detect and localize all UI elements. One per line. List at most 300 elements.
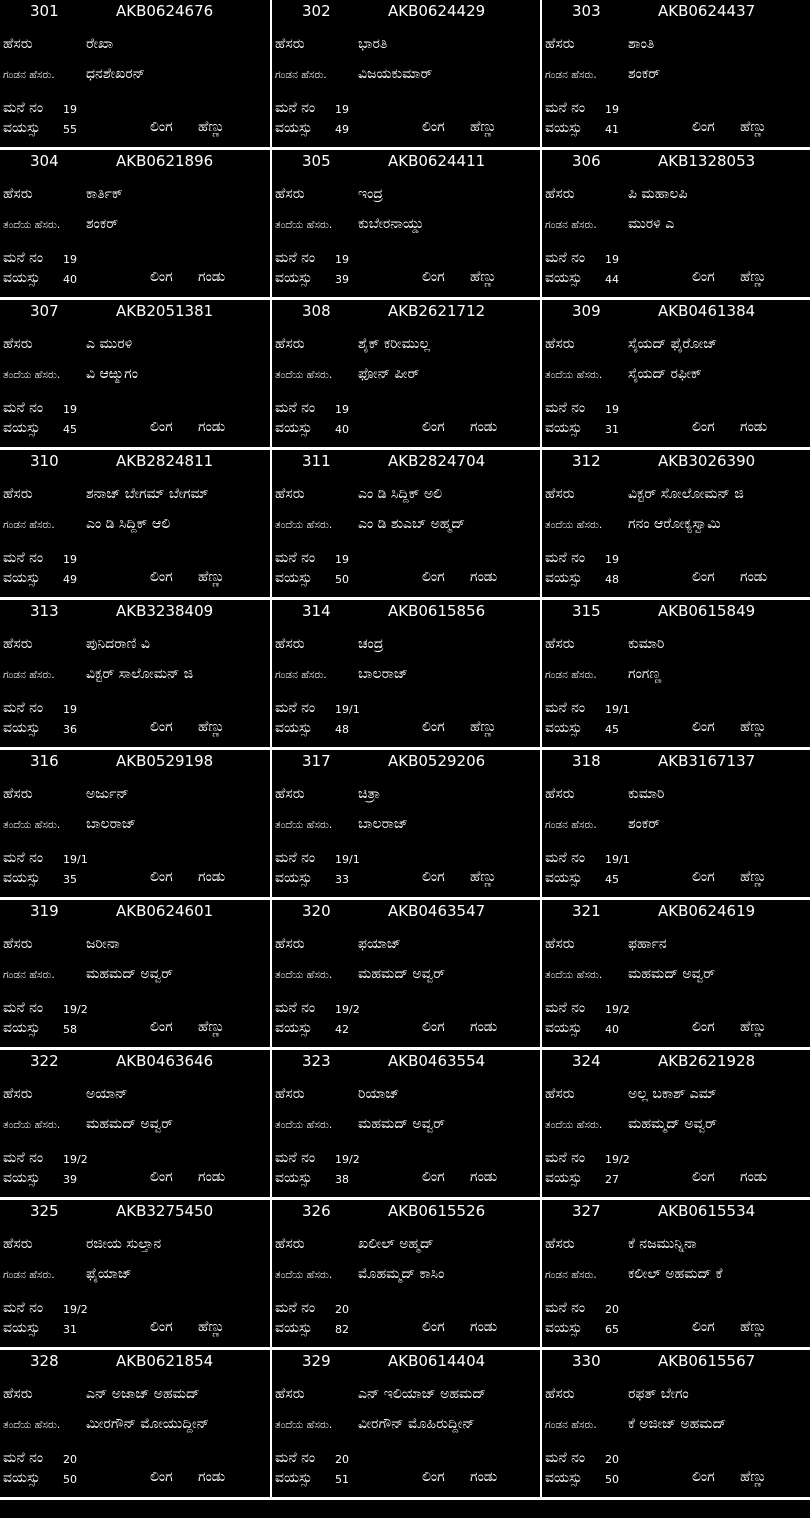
age-label: ವಯಸ್ಸು bbox=[3, 120, 41, 136]
age-value: 40 bbox=[63, 273, 77, 286]
gender-label: ಲಿಂಗ bbox=[150, 1169, 173, 1185]
gender-label: ಲಿಂಗ bbox=[422, 1169, 445, 1185]
relation-label: ತಂದೆಯ ಹೆಸರು. bbox=[545, 1119, 603, 1131]
age-value: 50 bbox=[605, 1473, 619, 1486]
epic-number: AKB2051381 bbox=[116, 302, 214, 320]
epic-number: AKB0463554 bbox=[388, 1052, 486, 1070]
relation-name: ಎಂ ಡಿ ಶುಎಬ್ ಅಹ್ಮದ್ bbox=[358, 516, 465, 532]
age-label: ವಯಸ್ಸು bbox=[3, 1320, 41, 1336]
epic-number: AKB0624676 bbox=[116, 2, 214, 20]
relation-label: ಗಂಡನ ಹೆಸರು. bbox=[545, 1269, 597, 1281]
gender-label: ಲಿಂಗ bbox=[150, 1019, 173, 1035]
age-label: ವಯಸ್ಸು bbox=[275, 120, 313, 136]
gender-label: ಲಿಂಗ bbox=[692, 1169, 715, 1185]
relation-name: ಮೀರಗೌನ್ ಮೋಯುದ್ದೀನ್ bbox=[86, 1416, 210, 1432]
serial-number: 314 bbox=[302, 602, 331, 620]
age-label: ವಯಸ್ಸು bbox=[275, 420, 313, 436]
house-number: 19 bbox=[63, 103, 77, 116]
age-label: ವಯಸ್ಸು bbox=[3, 1470, 41, 1486]
house-number: 19/1 bbox=[605, 853, 630, 866]
epic-number: AKB0615567 bbox=[658, 1352, 756, 1370]
house-label: ಮನೆ ನಂ bbox=[545, 700, 586, 716]
serial-number: 307 bbox=[30, 302, 59, 320]
serial-number: 322 bbox=[30, 1052, 59, 1070]
gender-value: ಹೆಣ್ಣು bbox=[740, 1319, 767, 1335]
serial-number: 327 bbox=[572, 1202, 601, 1220]
serial-number: 316 bbox=[30, 752, 59, 770]
age-value: 33 bbox=[335, 873, 349, 886]
house-label: ಮನೆ ನಂ bbox=[3, 550, 44, 566]
name-label: ಹೆಸರು bbox=[275, 186, 305, 202]
age-value: 35 bbox=[63, 873, 77, 886]
relation-name: ಕಲೀಲ್ ಅಹಮದ್ ಕೆ bbox=[628, 1266, 723, 1282]
house-label: ಮನೆ ನಂ bbox=[545, 850, 586, 866]
relation-name: ಗನಂ ಆರೋಕ್ಯಸ್ವಾಮಿ bbox=[628, 516, 721, 532]
serial-number: 324 bbox=[572, 1052, 601, 1070]
epic-number: AKB0463646 bbox=[116, 1052, 214, 1070]
house-number: 19 bbox=[63, 553, 77, 566]
epic-number: AKB0614404 bbox=[388, 1352, 486, 1370]
age-value: 55 bbox=[63, 123, 77, 136]
name-label: ಹೆಸರು bbox=[3, 336, 33, 352]
voter-name: ಅಲ್ಲ ಬಕಾಶ್ ಎಮ್ bbox=[628, 1086, 717, 1102]
relation-label: ತಂದೆಯ ಹೆಸರು. bbox=[545, 369, 603, 381]
relation-label: ಗಂಡನ ಹೆಸರು. bbox=[3, 969, 55, 981]
voter-card bbox=[272, 1350, 540, 1498]
name-label: ಹೆಸರು bbox=[3, 1086, 33, 1102]
epic-number: AKB2621928 bbox=[658, 1052, 756, 1070]
epic-number: AKB0624601 bbox=[116, 902, 214, 920]
name-label: ಹೆಸರು bbox=[3, 786, 33, 802]
house-number: 19 bbox=[335, 103, 349, 116]
relation-name: ವಿಜಯಕುಮಾರ್ bbox=[358, 66, 433, 82]
serial-number: 321 bbox=[572, 902, 601, 920]
house-number: 19/2 bbox=[605, 1003, 630, 1016]
relation-label: ತಂದೆಯ ಹೆಸರು. bbox=[275, 1269, 333, 1281]
house-label: ಮನೆ ನಂ bbox=[545, 1300, 586, 1316]
name-label: ಹೆಸರು bbox=[545, 186, 575, 202]
row-divider bbox=[0, 1497, 810, 1500]
house-label: ಮನೆ ನಂ bbox=[545, 550, 586, 566]
epic-number: AKB0615526 bbox=[388, 1202, 486, 1220]
age-label: ವಯಸ್ಸು bbox=[545, 570, 583, 586]
relation-label: ಗಂಡನ ಹೆಸರು. bbox=[275, 69, 327, 81]
serial-number: 325 bbox=[30, 1202, 59, 1220]
epic-number: AKB3238409 bbox=[116, 602, 214, 620]
gender-value: ಹೆಣ್ಣು bbox=[198, 569, 225, 585]
name-label: ಹೆಸರು bbox=[545, 336, 575, 352]
gender-label: ಲಿಂಗ bbox=[150, 869, 173, 885]
epic-number: AKB0461384 bbox=[658, 302, 756, 320]
relation-label: ತಂದೆಯ ಹೆಸರು. bbox=[275, 1119, 333, 1131]
name-label: ಹೆಸರು bbox=[3, 936, 33, 952]
house-number: 19 bbox=[605, 403, 619, 416]
house-label: ಮನೆ ನಂ bbox=[275, 1450, 316, 1466]
voter-name: ಚಿತ್ರಾ bbox=[358, 786, 381, 802]
name-label: ಹೆಸರು bbox=[545, 1086, 575, 1102]
relation-name: ಎಂ ಡಿ ಸಿದ್ದಿಕ್ ಆಲಿ bbox=[86, 516, 171, 532]
serial-number: 301 bbox=[30, 2, 59, 20]
age-label: ವಯಸ್ಸು bbox=[545, 120, 583, 136]
age-value: 49 bbox=[63, 573, 77, 586]
relation-name: ಶಂಕರ್ bbox=[86, 216, 119, 232]
age-label: ವಯಸ್ಸು bbox=[545, 1470, 583, 1486]
gender-label: ಲಿಂಗ bbox=[692, 1019, 715, 1035]
voter-name: ಭಾರತಿ bbox=[358, 36, 388, 52]
age-value: 39 bbox=[335, 273, 349, 286]
house-label: ಮನೆ ನಂ bbox=[3, 100, 44, 116]
serial-number: 326 bbox=[302, 1202, 331, 1220]
relation-label: ಗಂಡನ ಹೆಸರು. bbox=[3, 1269, 55, 1281]
voter-name: ಅಯಾನ್ bbox=[86, 1086, 128, 1102]
name-label: ಹೆಸರು bbox=[545, 786, 575, 802]
relation-label: ಗಂಡನ ಹೆಸರು. bbox=[545, 69, 597, 81]
relation-name: ಶಂಕರ್ bbox=[628, 816, 661, 832]
gender-label: ಲಿಂಗ bbox=[692, 719, 715, 735]
age-value: 27 bbox=[605, 1173, 619, 1186]
gender-label: ಲಿಂಗ bbox=[150, 1319, 173, 1335]
house-number: 19/1 bbox=[335, 703, 360, 716]
epic-number: AKB0615856 bbox=[388, 602, 486, 620]
voter-name: ರಜೀಯ ಸುಲ್ತಾನ bbox=[86, 1236, 162, 1252]
gender-value: ಹೆಣ್ಣು bbox=[740, 1469, 767, 1485]
gender-label: ಲಿಂಗ bbox=[422, 119, 445, 135]
relation-name: ವಿ ಆಱ್ಮುಗಂ bbox=[86, 366, 138, 382]
gender-label: ಲಿಂಗ bbox=[422, 269, 445, 285]
relation-label: ಗಂಡನ ಹೆಸರು. bbox=[3, 669, 55, 681]
relation-label: ತಂದೆಯ ಹೆಸರು. bbox=[3, 1419, 61, 1431]
house-number: 19/2 bbox=[335, 1153, 360, 1166]
voter-name: ಚಂದ್ರ bbox=[358, 636, 384, 652]
relation-name: ಮಹಮದ್ ಅವ್ವರ್ bbox=[358, 966, 446, 982]
voter-card bbox=[272, 300, 540, 448]
relation-label: ಗಂಡನ ಹೆಸರು. bbox=[275, 669, 327, 681]
serial-number: 304 bbox=[30, 152, 59, 170]
house-number: 19 bbox=[605, 103, 619, 116]
name-label: ಹೆಸರು bbox=[275, 36, 305, 52]
gender-label: ಲಿಂಗ bbox=[150, 269, 173, 285]
age-value: 48 bbox=[605, 573, 619, 586]
age-label: ವಯಸ್ಸು bbox=[3, 420, 41, 436]
name-label: ಹೆಸರು bbox=[3, 1386, 33, 1402]
epic-number: AKB0624429 bbox=[388, 2, 486, 20]
relation-label: ಗಂಡನ ಹೆಸರು. bbox=[545, 219, 597, 231]
age-label: ವಯಸ್ಸು bbox=[275, 570, 313, 586]
serial-number: 303 bbox=[572, 2, 601, 20]
age-value: 42 bbox=[335, 1023, 349, 1036]
house-label: ಮನೆ ನಂ bbox=[3, 700, 44, 716]
age-label: ವಯಸ್ಸು bbox=[275, 1320, 313, 1336]
relation-name: ಬಾಲರಾಜ್ bbox=[358, 666, 408, 682]
house-label: ಮನೆ ನಂ bbox=[275, 1000, 316, 1016]
house-label: ಮನೆ ನಂ bbox=[275, 700, 316, 716]
epic-number: AKB2621712 bbox=[388, 302, 486, 320]
gender-label: ಲಿಂಗ bbox=[422, 869, 445, 885]
gender-value: ಹೆಣ್ಣು bbox=[470, 869, 497, 885]
age-value: 48 bbox=[335, 723, 349, 736]
gender-value: ಗಂಡು bbox=[470, 419, 498, 435]
age-label: ವಯಸ್ಸು bbox=[275, 870, 313, 886]
gender-value: ಹೆಣ್ಣು bbox=[470, 269, 497, 285]
age-value: 51 bbox=[335, 1473, 349, 1486]
house-label: ಮನೆ ನಂ bbox=[3, 1000, 44, 1016]
voter-card bbox=[0, 300, 268, 448]
name-label: ಹೆಸರು bbox=[275, 786, 305, 802]
age-label: ವಯಸ್ಸು bbox=[275, 1020, 313, 1036]
relation-name: ಸೈಯದ್ ರಫೀಕ್ bbox=[628, 366, 702, 382]
house-number: 19/2 bbox=[63, 1303, 88, 1316]
name-label: ಹೆಸರು bbox=[545, 1236, 575, 1252]
house-number: 19/2 bbox=[63, 1153, 88, 1166]
relation-label: ಗಂಡನ ಹೆಸರು. bbox=[3, 519, 55, 531]
voter-card bbox=[272, 0, 540, 148]
house-label: ಮನೆ ನಂ bbox=[275, 550, 316, 566]
voter-card bbox=[542, 1350, 810, 1498]
name-label: ಹೆಸರು bbox=[545, 36, 575, 52]
gender-label: ಲಿಂಗ bbox=[422, 1319, 445, 1335]
house-label: ಮನೆ ನಂ bbox=[545, 1450, 586, 1466]
column-divider bbox=[270, 0, 272, 1498]
house-number: 19/1 bbox=[63, 853, 88, 866]
gender-label: ಲಿಂಗ bbox=[422, 569, 445, 585]
gender-label: ಲಿಂಗ bbox=[150, 119, 173, 135]
gender-value: ಹೆಣ್ಣು bbox=[740, 719, 767, 735]
name-label: ಹೆಸರು bbox=[275, 1086, 305, 1102]
gender-label: ಲಿಂಗ bbox=[692, 569, 715, 585]
row-divider bbox=[0, 147, 810, 150]
relation-name: ಗಂಗಣ್ಣ bbox=[628, 666, 662, 682]
age-value: 41 bbox=[605, 123, 619, 136]
age-value: 31 bbox=[63, 1323, 77, 1336]
voter-name: ರಿಯಾಜ್ bbox=[358, 1086, 400, 1102]
voter-card bbox=[0, 1350, 268, 1498]
gender-value: ಗಂಡು bbox=[198, 1169, 226, 1185]
voter-name: ಕೆ ನಜಮುನ್ನಿನಾ bbox=[628, 1236, 697, 1252]
relation-name: ಫೋನ್ ಪೀರ್ bbox=[358, 366, 420, 382]
name-label: ಹೆಸರು bbox=[275, 936, 305, 952]
house-label: ಮನೆ ನಂ bbox=[275, 100, 316, 116]
voter-name: ಶನಾಜ್ ಬೇಗಮ್ ಬೇಗಮ್ bbox=[86, 486, 209, 502]
name-label: ಹೆಸರು bbox=[275, 336, 305, 352]
serial-number: 313 bbox=[30, 602, 59, 620]
name-label: ಹೆಸರು bbox=[3, 186, 33, 202]
house-number: 19 bbox=[335, 553, 349, 566]
gender-value: ಗಂಡು bbox=[740, 1169, 768, 1185]
house-label: ಮನೆ ನಂ bbox=[275, 1300, 316, 1316]
gender-value: ಗಂಡು bbox=[740, 419, 768, 435]
serial-number: 315 bbox=[572, 602, 601, 620]
gender-value: ಹೆಣ್ಣು bbox=[198, 1019, 225, 1035]
house-label: ಮನೆ ನಂ bbox=[545, 400, 586, 416]
gender-label: ಲಿಂಗ bbox=[422, 1019, 445, 1035]
serial-number: 318 bbox=[572, 752, 601, 770]
gender-label: ಲಿಂಗ bbox=[422, 419, 445, 435]
epic-number: AKB0529198 bbox=[116, 752, 214, 770]
house-number: 19 bbox=[335, 253, 349, 266]
voter-card bbox=[0, 150, 268, 298]
voter-name: ಕಾರ್ತಿಕ್ bbox=[86, 186, 123, 202]
serial-number: 311 bbox=[302, 452, 331, 470]
epic-number: AKB3275450 bbox=[116, 1202, 214, 1220]
serial-number: 328 bbox=[30, 1352, 59, 1370]
age-label: ವಯಸ್ಸು bbox=[545, 870, 583, 886]
gender-value: ಗಂಡು bbox=[470, 1469, 498, 1485]
serial-number: 320 bbox=[302, 902, 331, 920]
gender-value: ಹೆಣ್ಣು bbox=[740, 119, 767, 135]
epic-number: AKB0529206 bbox=[388, 752, 486, 770]
relation-label: ತಂದೆಯ ಹೆಸರು. bbox=[275, 1419, 333, 1431]
relation-label: ಗಂಡನ ಹೆಸರು. bbox=[545, 819, 597, 831]
house-label: ಮನೆ ನಂ bbox=[3, 1150, 44, 1166]
age-value: 39 bbox=[63, 1173, 77, 1186]
relation-label: ತಂದೆಯ ಹೆಸರು. bbox=[3, 1119, 61, 1131]
house-label: ಮನೆ ನಂ bbox=[3, 1300, 44, 1316]
gender-value: ಹೆಣ್ಣು bbox=[470, 719, 497, 735]
age-value: 45 bbox=[605, 723, 619, 736]
gender-value: ಹೆಣ್ಣು bbox=[198, 719, 225, 735]
relation-name: ವೀರಗೌನ್ ಮೊಹಿರುದ್ದೀನ್ bbox=[358, 1416, 475, 1432]
epic-number: AKB0624619 bbox=[658, 902, 756, 920]
row-divider bbox=[0, 1197, 810, 1200]
gender-label: ಲಿಂಗ bbox=[422, 1469, 445, 1485]
relation-name: ಕುಬೇರನಾಯ್ಡು bbox=[358, 216, 425, 232]
name-label: ಹೆಸರು bbox=[275, 1386, 305, 1402]
gender-value: ಹೆಣ್ಣು bbox=[740, 1019, 767, 1035]
age-value: 50 bbox=[63, 1473, 77, 1486]
voter-card bbox=[272, 450, 540, 598]
voter-name: ಎನ್ ಇಲಿಯಾಜ್ ಅಹಮದ್ bbox=[358, 1386, 486, 1402]
row-divider bbox=[0, 297, 810, 300]
voter-card bbox=[0, 600, 268, 748]
house-number: 20 bbox=[335, 1453, 349, 1466]
voter-card bbox=[0, 900, 268, 1048]
house-label: ಮನೆ ನಂ bbox=[275, 400, 316, 416]
serial-number: 323 bbox=[302, 1052, 331, 1070]
gender-value: ಹೆಣ್ಣು bbox=[740, 869, 767, 885]
relation-name: ಮಹಮ್ಮದ್ ಅವ್ವರ್ bbox=[628, 1116, 717, 1132]
relation-name: ಮಹಮದ್ ಅವ್ವರ್ bbox=[86, 1116, 174, 1132]
relation-name: ಶಂಕರ್ bbox=[628, 66, 661, 82]
voter-card bbox=[0, 750, 268, 898]
gender-value: ಹೆಣ್ಣು bbox=[198, 119, 225, 135]
column-divider bbox=[540, 0, 542, 1498]
serial-number: 306 bbox=[572, 152, 601, 170]
serial-number: 310 bbox=[30, 452, 59, 470]
age-value: 58 bbox=[63, 1023, 77, 1036]
voter-name: ಸೈಯದ್ ಫೈರೋಜ್ bbox=[628, 336, 718, 352]
relation-name: ಬಾಲರಾಜ್ bbox=[86, 816, 136, 832]
voter-card bbox=[542, 900, 810, 1048]
age-value: 40 bbox=[605, 1023, 619, 1036]
epic-number: AKB0624411 bbox=[388, 152, 486, 170]
epic-number: AKB2824811 bbox=[116, 452, 214, 470]
gender-value: ಗಂಡು bbox=[198, 269, 226, 285]
name-label: ಹೆಸರು bbox=[3, 1236, 33, 1252]
age-value: 45 bbox=[63, 423, 77, 436]
voter-card bbox=[272, 150, 540, 298]
house-number: 19/2 bbox=[605, 1153, 630, 1166]
voter-card bbox=[0, 450, 268, 598]
gender-value: ಗಂಡು bbox=[198, 869, 226, 885]
gender-value: ಗಂಡು bbox=[470, 1319, 498, 1335]
serial-number: 308 bbox=[302, 302, 331, 320]
name-label: ಹೆಸರು bbox=[275, 1236, 305, 1252]
relation-label: ಗಂಡನ ಹೆಸರು. bbox=[3, 69, 55, 81]
epic-number: AKB2824704 bbox=[388, 452, 486, 470]
serial-number: 302 bbox=[302, 2, 331, 20]
epic-number: AKB0624437 bbox=[658, 2, 756, 20]
house-number: 20 bbox=[605, 1303, 619, 1316]
gender-value: ಹೆಣ್ಣು bbox=[740, 269, 767, 285]
house-number: 19 bbox=[335, 403, 349, 416]
house-label: ಮನೆ ನಂ bbox=[545, 250, 586, 266]
age-label: ವಯಸ್ಸು bbox=[545, 1020, 583, 1036]
epic-number: AKB3026390 bbox=[658, 452, 756, 470]
voter-card bbox=[542, 150, 810, 298]
voter-card bbox=[272, 1200, 540, 1348]
relation-name: ಬಾಲರಾಜ್ bbox=[358, 816, 408, 832]
age-label: ವಯಸ್ಸು bbox=[3, 270, 41, 286]
house-number: 19/2 bbox=[63, 1003, 88, 1016]
relation-label: ತಂದೆಯ ಹೆಸರು. bbox=[3, 819, 61, 831]
voter-card bbox=[542, 1200, 810, 1348]
serial-number: 317 bbox=[302, 752, 331, 770]
voter-name: ಶೈಕ್ ಕರೀಮುಲ್ಲ bbox=[358, 336, 431, 352]
relation-label: ತಂದೆಯ ಹೆಸರು. bbox=[275, 969, 333, 981]
serial-number: 330 bbox=[572, 1352, 601, 1370]
house-number: 19/1 bbox=[605, 703, 630, 716]
house-number: 20 bbox=[605, 1453, 619, 1466]
age-value: 82 bbox=[335, 1323, 349, 1336]
voter-card bbox=[272, 600, 540, 748]
epic-number: AKB1328053 bbox=[658, 152, 756, 170]
gender-label: ಲಿಂಗ bbox=[692, 1469, 715, 1485]
age-label: ವಯಸ್ಸು bbox=[275, 1470, 313, 1486]
row-divider bbox=[0, 1047, 810, 1050]
gender-value: ಗಂಡು bbox=[198, 1469, 226, 1485]
house-label: ಮನೆ ನಂ bbox=[545, 100, 586, 116]
house-number: 19 bbox=[605, 553, 619, 566]
relation-name: ಮೊಹಮ್ಮದ್ ಕಾಸಿಂ bbox=[358, 1266, 445, 1282]
voter-name: ಜರೀನಾ bbox=[86, 936, 120, 952]
voter-name: ರೇಖಾ bbox=[86, 36, 114, 52]
voter-name: ರಫತ್ ಬೇಗಂ bbox=[628, 1386, 689, 1402]
voter-name: ಅರ್ಜುನ್ bbox=[86, 786, 129, 802]
voter-card bbox=[0, 1050, 268, 1198]
gender-label: ಲಿಂಗ bbox=[150, 719, 173, 735]
name-label: ಹೆಸರು bbox=[545, 486, 575, 502]
gender-value: ಗಂಡು bbox=[740, 569, 768, 585]
age-value: 49 bbox=[335, 123, 349, 136]
voter-card bbox=[542, 600, 810, 748]
house-label: ಮನೆ ನಂ bbox=[275, 250, 316, 266]
voter-name: ಎ ಮುರಳಿ bbox=[86, 336, 133, 352]
gender-value: ಗಂಡು bbox=[470, 1019, 498, 1035]
house-number: 19 bbox=[63, 253, 77, 266]
name-label: ಹೆಸರು bbox=[275, 486, 305, 502]
age-label: ವಯಸ್ಸು bbox=[275, 1170, 313, 1186]
age-value: 50 bbox=[335, 573, 349, 586]
house-label: ಮನೆ ನಂ bbox=[545, 1150, 586, 1166]
house-label: ಮನೆ ನಂ bbox=[3, 1450, 44, 1466]
age-label: ವಯಸ್ಸು bbox=[545, 420, 583, 436]
voter-name: ಫಯಾಜ್ bbox=[358, 936, 401, 952]
relation-label: ತಂದೆಯ ಹೆಸರು. bbox=[3, 219, 61, 231]
name-label: ಹೆಸರು bbox=[3, 636, 33, 652]
name-label: ಹೆಸರು bbox=[3, 486, 33, 502]
serial-number: 312 bbox=[572, 452, 601, 470]
relation-name: ಧನಶೇಖರನ್ bbox=[86, 66, 146, 82]
